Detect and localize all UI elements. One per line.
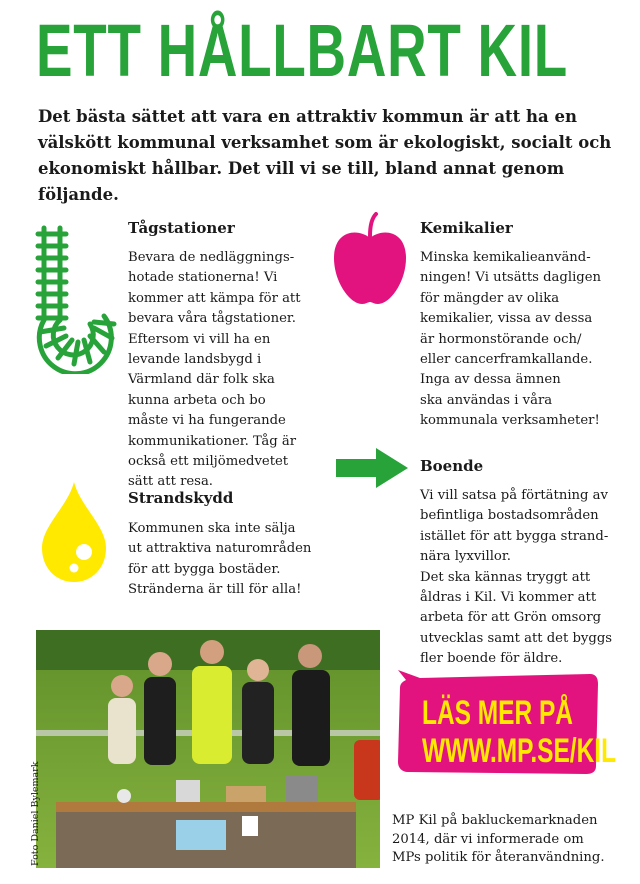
section-heading: Tågstationer bbox=[128, 219, 235, 237]
arrow-right-icon bbox=[334, 446, 410, 490]
photo-caption: MP Kil på bakluckemarknaden 2014, där vi informerade om MPs politik för återanvändning. bbox=[392, 813, 605, 865]
section-heading: Strandskydd bbox=[128, 489, 234, 507]
section-heading: Kemikalier bbox=[420, 219, 513, 237]
group-photo bbox=[36, 630, 380, 868]
intro-text: Det bästa sättet att vara en attraktiv kommun är att ha en välskött kommunal verksamhet som är ekologiskt, socialt och ekonomiskt hållbar. Det vill vi se till, bland annat genom följande. bbox=[38, 107, 612, 204]
cta-line-1: LÄS MER PÅ bbox=[422, 694, 573, 732]
railway-track-icon bbox=[30, 224, 120, 374]
section-body: Minska kemikalieanvänd- ningen! Vi utsätts dagligen för mängder av olika kemikalier, vissa av dessa är hormonstörande och/ eller cancerframkallande. Inga av dessa ämnen ska användas i våra kommunala verksamheter! bbox=[420, 250, 602, 429]
page-title: ETT HÅLLBART KIL bbox=[36, 9, 568, 92]
apple-icon bbox=[330, 212, 410, 306]
cta-bubble bbox=[394, 668, 617, 778]
cta-link[interactable]: WWW.MP.SE/KIL bbox=[422, 732, 617, 770]
photo-credit: Foto Daniel Bylemark bbox=[30, 761, 41, 866]
water-drop-icon bbox=[38, 480, 110, 584]
section-heading: Boende bbox=[420, 457, 484, 475]
section-boende bbox=[420, 456, 630, 670]
section-strandskydd bbox=[128, 488, 328, 601]
section-kemikalier bbox=[420, 218, 620, 432]
section-body: Vi vill satsa på förtätning av befintliga bostadsområden istället för att bygga strand- nära lyxvillor. Det ska kännas tryggt att åldras i Kil. Vi kommer att arbeta för att Grön omsorg utvecklas samt att det byggs fler boende för äldre. bbox=[420, 488, 613, 667]
section-body: Kommunen ska inte sälja ut attraktiva naturområden för att bygga bostäder. Stränderna är till för alla! bbox=[128, 521, 312, 598]
section-body: Bevara de nedläggnings- hotade stationerna! Vi kommer att kämpa för att bevara våra tågstationer. Eftersom vi vill ha en levande landsbygd i Värmland där folk ska kunna arbeta och bo måste vi ha fungerande kommunikationer. Tåg är också ett miljömedvetet sätt att resa. bbox=[128, 250, 301, 490]
section-tagstationer bbox=[128, 218, 328, 493]
